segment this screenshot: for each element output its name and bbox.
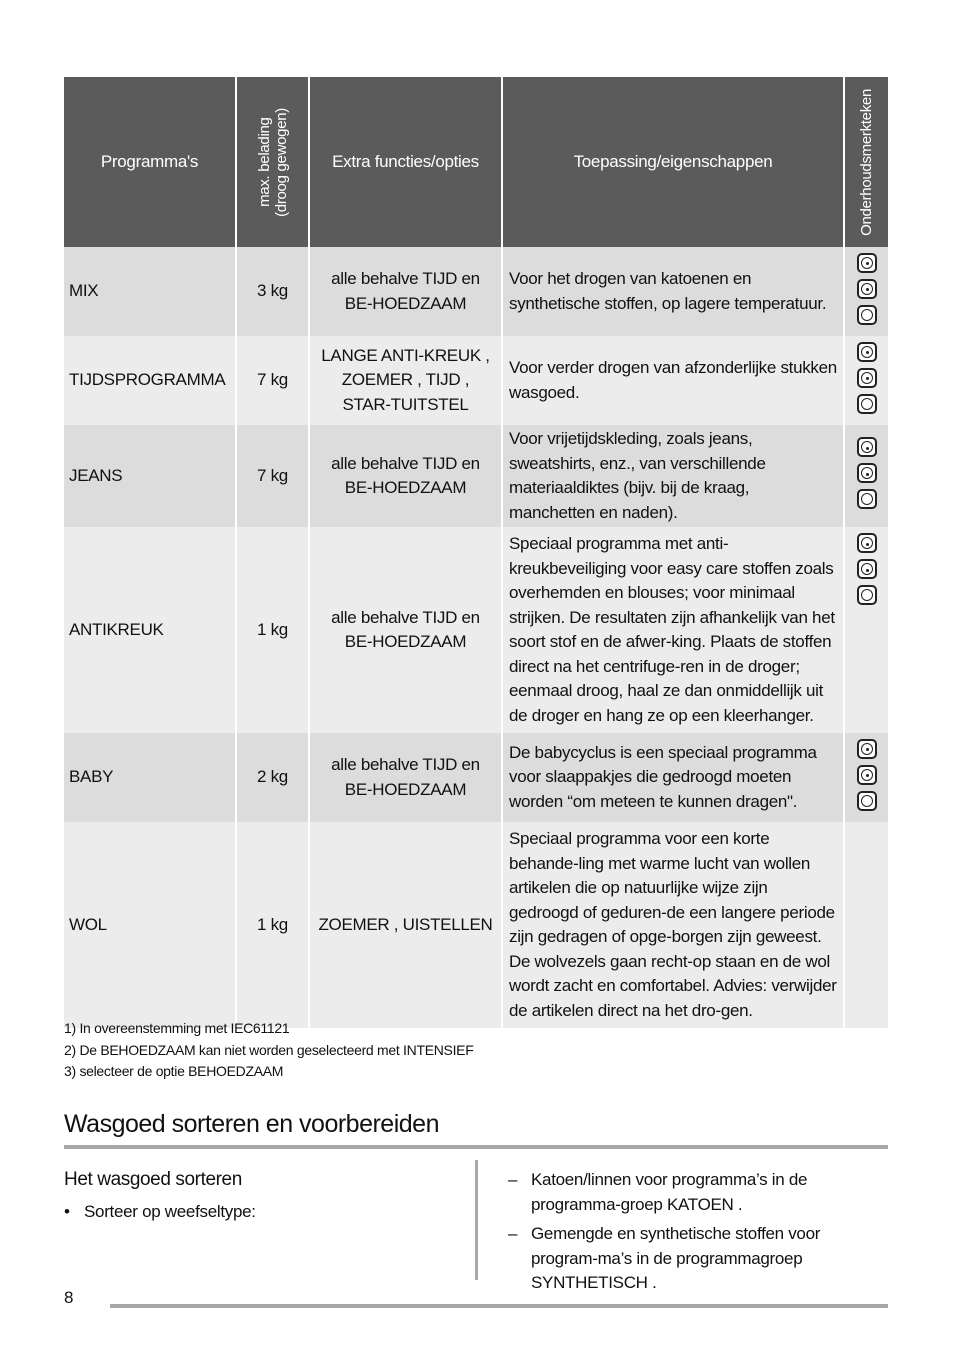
list-item-text: Gemengde en synthetische stoffen voor program-ma’s in de programmagroep SYNTHETISCH . (531, 1224, 821, 1292)
usage-text: Voor vrijetijdskleding, zoals jeans, sweatshirts, enz., van verschillende materiaaldiktes (bijv. bij de kraag, manchetten en naden). (503, 425, 845, 527)
program-name: BABY (64, 733, 237, 822)
list-item (508, 1168, 888, 1217)
usage-text (503, 822, 845, 1028)
care-symbols (845, 425, 888, 527)
extra-options: LANGE ANTI-KREUK , ZOEMER , TIJD , STAR-TUITSTEL (310, 336, 503, 425)
bullet-item (64, 1202, 256, 1222)
section-divider (64, 1145, 888, 1149)
tumble-dry-low-icon (857, 368, 877, 388)
advice-label: Advies: (713, 976, 767, 995)
tumble-dry-low-icon (857, 342, 877, 362)
program-name: WOL (64, 822, 237, 1028)
dash-list (508, 1168, 888, 1301)
extra-options: alle behalve TIJD en BE-HOEDZAAM (310, 527, 503, 733)
page-number: 8 (64, 1288, 74, 1307)
tumble-dry-low-icon (857, 739, 877, 759)
bullet-mark: • (64, 1202, 70, 1221)
table-row (64, 247, 888, 336)
table-row (64, 527, 888, 733)
usage-text-body: Speciaal programma voor een korte behande-ling met warme lucht van wollen artikelen die op natuurlijke wijze zijn gedroogd of geduren-de een langere periode zijn gedragen of opge-borgen zijn geweest. De wolvezels gaan recht-op staan en de wol wordt zacht en comfortabel. (509, 829, 835, 995)
usage-text: Speciaal programma met anti-kreukbeveiliging voor easy care stoffen zoals overhemden en blouses; voor minimaal strijken. De resultaten zijn afhankelijk van het soort stof en de afwer-king. Plaats de stoffen direct na het centrifuge-ren in de droger; eenmaal droog, haal ze dan onmiddellijk uit de droger en hang ze op een kleerhanger. (503, 527, 845, 733)
care-symbols (845, 336, 888, 425)
max-load: 3 kg (237, 247, 310, 336)
program-name: MIX (64, 247, 237, 336)
max-load: 2 kg (237, 733, 310, 822)
tumble-dry-low-icon (857, 559, 877, 579)
care-symbols (845, 822, 888, 1028)
max-load: 7 kg (237, 336, 310, 425)
programs-table (64, 77, 888, 1028)
tumble-dry-icon (857, 585, 877, 605)
program-name: JEANS (64, 425, 237, 527)
footnote: 2) De BEHOEDZAAM kan niet worden geselecteerd met INTENSIEF (64, 1041, 474, 1058)
usage-text: Voor verder drogen van afzonderlijke stukken wasgoed. (503, 336, 845, 425)
table-row (64, 733, 888, 822)
footer-divider (110, 1304, 888, 1308)
tumble-dry-icon (857, 394, 877, 414)
list-item-text: Katoen/linnen voor programma’s in de programma-groep KATOEN . (531, 1170, 808, 1214)
table-row (64, 425, 888, 527)
header-program: Programma's (64, 77, 237, 247)
tumble-dry-low-icon (857, 279, 877, 299)
column-divider (475, 1160, 478, 1280)
extra-options: alle behalve TIJD en BE-HOEDZAAM (310, 733, 503, 822)
list-item (508, 1222, 888, 1296)
tumble-dry-icon (857, 489, 877, 509)
tumble-dry-low-icon (857, 437, 877, 457)
tumble-dry-low-icon (857, 533, 877, 553)
program-name: ANTIKREUK (64, 527, 237, 733)
footnote: 3) selecteer de optie BEHOEDZAAM (64, 1063, 284, 1079)
dash-mark: – (508, 1224, 518, 1243)
table-row (64, 822, 888, 1028)
tumble-dry-icon (857, 305, 877, 325)
footnotes (64, 1018, 473, 1083)
usage-text: De babycyclus is een speciaal programma voor slaappakjes die gedroogd moeten worden “om meteen te kunnen dragen". (503, 733, 845, 822)
program-name: TIJDSPROGRAMMA (64, 336, 237, 425)
bullet-text: Sorteer op weefseltype: (84, 1202, 256, 1221)
table-header-row (64, 77, 888, 247)
table-row (64, 336, 888, 425)
care-symbols (845, 247, 888, 336)
tumble-dry-low-icon (857, 253, 877, 273)
tumble-dry-low-icon (857, 765, 877, 785)
tumble-dry-icon (857, 791, 877, 811)
extra-options: alle behalve TIJD en BE-HOEDZAAM (310, 247, 503, 336)
extra-options: alle behalve TIJD en BE-HOEDZAAM (310, 425, 503, 527)
care-symbols (845, 733, 888, 822)
dash-mark: – (508, 1170, 518, 1189)
extra-options: ZOEMER , UISTELLEN (310, 822, 503, 1028)
care-symbols (845, 527, 888, 733)
usage-text: Voor het drogen van katoenen en synthetische stoffen, op lagere temperatuur. (503, 247, 845, 336)
advice-text: verwijder de artikelen direct na het dro-gen. (509, 976, 837, 1020)
header-care: Onderhoudsmerkteken (858, 88, 875, 236)
header-load: max. belading (droog gewogen) (255, 107, 290, 217)
max-load: 7 kg (237, 425, 310, 527)
max-load: 1 kg (237, 822, 310, 1028)
header-use: Toepassing/eigenschappen (503, 77, 845, 247)
footnote: 1) In overeenstemming met IEC61121 (64, 1020, 290, 1036)
header-extra: Extra functies/opties (310, 77, 503, 247)
subsection-title: Het wasgoed sorteren (64, 1169, 242, 1190)
max-load: 1 kg (237, 527, 310, 733)
tumble-dry-low-icon (857, 463, 877, 483)
section-title: Wasgoed sorteren en voorbereiden (64, 1110, 439, 1138)
